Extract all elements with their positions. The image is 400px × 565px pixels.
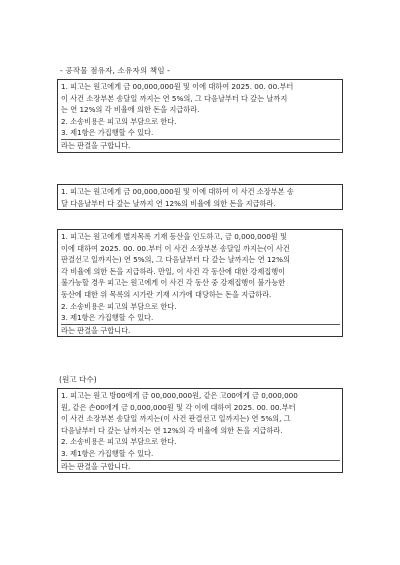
claim-line: 1. 피고는 원고에게 금 00,000,000원 및 이에 대하여 이 사건 소장부본 송 <box>61 187 294 196</box>
claim-box-3 <box>57 229 343 337</box>
claim-line: 3. 제1항은 가집행할 수 있다. <box>61 448 154 458</box>
claim-box-1 <box>57 79 343 153</box>
claim-box-4 <box>57 388 343 473</box>
claim-line: 각 비율에 의한 돈을 지급하라. 만일, 이 사건 각 동산에 대한 강제집행이 <box>61 266 286 276</box>
claim-line: 3. 제1항은 가집행할 수 있다. <box>61 313 154 323</box>
claim-line: 2. 소송비용은 피고의 부담으로 한다. <box>61 437 177 447</box>
claim-line: 2. 소송비용은 피고의 부담으로 한다. <box>61 301 177 311</box>
claim-box-2 <box>57 184 343 210</box>
claim-line: 1. 피고는 원고에게 별지목록 기재 동산을 인도하고, 금 0,000,000원 및 <box>61 232 287 241</box>
claim-line: 동산에 대한 위 목록의 시가란 기재 시가에 대당하는 돈을 지급하라. <box>61 289 272 299</box>
closing-line: 라는 판결을 구합니다. <box>61 324 340 337</box>
claim-line: 다음날부터 다 갚는 날까지는 연 12%의 각 비율에 의한 돈을 지급하라. <box>61 425 283 435</box>
claim-line: 는 연 12%의 각 비율에 의한 돈을 지급하라. <box>61 105 200 115</box>
claim-line: 1. 피고는 원고에게 금 00,000,000원 및 이에 대하여 2025. 00. 00.부터 <box>61 82 294 91</box>
claim-line: 달 다음날부터 다 갚는 날까지 연 12%의 비율에 의한 돈을 지급하라. <box>61 198 276 208</box>
claim-line: 이 사건 소장부본 송달일 까지는(이 사건 판결선고 일까지는) 연 5%의, 그 <box>61 414 291 424</box>
claim-line: 3. 제1항은 가집행할 수 있다. <box>61 128 154 138</box>
claim-line: 원, 같은 손00에게 금 0,000,000원 및 각 이에 대하여 2025. 00. 00.부터 <box>61 402 296 412</box>
claim-line: 2. 소송비용은 피고의 부담으로 한다. <box>61 116 177 126</box>
claim-line: 1. 피고는 원고 방00에게 금 00,000,000원, 같은 고00에게 금 0,000,000 <box>61 391 298 400</box>
claim-line: 이에 대하여 2025. 00. 00.부터 이 사건 소장부본 송달일 까지는(이 사건 <box>61 243 290 253</box>
closing-line: 라는 판결을 구합니다. <box>61 460 340 473</box>
claim-line: 불가능할 경우 피고는 원고에게 이 사건 각 동산 중 강제집행이 불가능한 <box>61 278 286 288</box>
plural-plaintiff-label: (원고 다수) <box>59 375 97 384</box>
claim-line: 판결선고 일까지는) 연 5%의, 그 다음날부터 다 갚는 날까지는 연 12%의 <box>61 255 290 265</box>
section-heading: - 공작물 점유자, 소유자의 책임 - <box>60 66 170 75</box>
closing-line: 라는 판결을 구합니다. <box>61 139 340 152</box>
claim-line: 이 사건 소장부본 송달일 까지는 연 5%의, 그 다음날부터 다 갚는 날까지 <box>61 93 288 103</box>
